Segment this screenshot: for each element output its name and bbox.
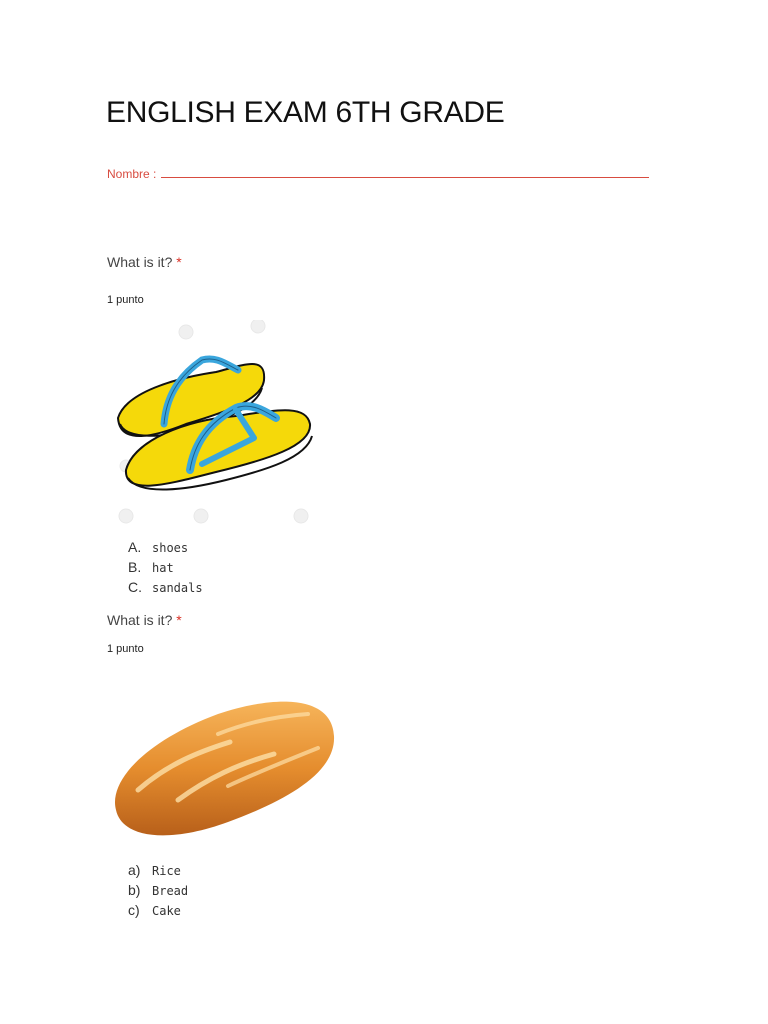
option-b[interactable] [128, 880, 188, 900]
question-1-options [128, 537, 203, 597]
question-2-options [128, 860, 188, 920]
question-1-points: 1 punto [107, 294, 144, 306]
name-label: Nombre : [107, 167, 157, 181]
sandals-image [106, 320, 321, 530]
option-letter: a) [128, 862, 141, 878]
question-2-prompt [107, 612, 182, 628]
bread-image [108, 690, 340, 850]
option-text: Cake [152, 904, 181, 918]
question-text: What is it? [107, 612, 173, 628]
name-blank-line[interactable] [161, 166, 649, 178]
question-2-points: 1 punto [107, 643, 144, 655]
option-letter: c) [128, 902, 140, 918]
exam-title: ENGLISH EXAM 6TH GRADE [106, 96, 505, 129]
question-text: What is it? [107, 254, 173, 270]
name-field[interactable] [107, 166, 649, 181]
option-text: Rice [152, 864, 181, 878]
option-a[interactable] [128, 537, 203, 557]
question-1-prompt [107, 254, 182, 270]
option-letter: b) [128, 882, 141, 898]
option-c[interactable] [128, 900, 188, 920]
required-marker: * [176, 612, 182, 628]
required-marker: * [176, 254, 182, 270]
option-b[interactable] [128, 557, 203, 577]
option-text: Bread [152, 884, 189, 898]
option-c[interactable] [128, 577, 203, 597]
option-a[interactable] [128, 860, 188, 880]
option-text: shoes [152, 541, 189, 555]
option-letter: C. [128, 579, 142, 595]
option-text: sandals [152, 581, 203, 595]
option-letter: A. [128, 539, 142, 555]
option-text: hat [152, 561, 174, 575]
option-letter: B. [128, 559, 142, 575]
